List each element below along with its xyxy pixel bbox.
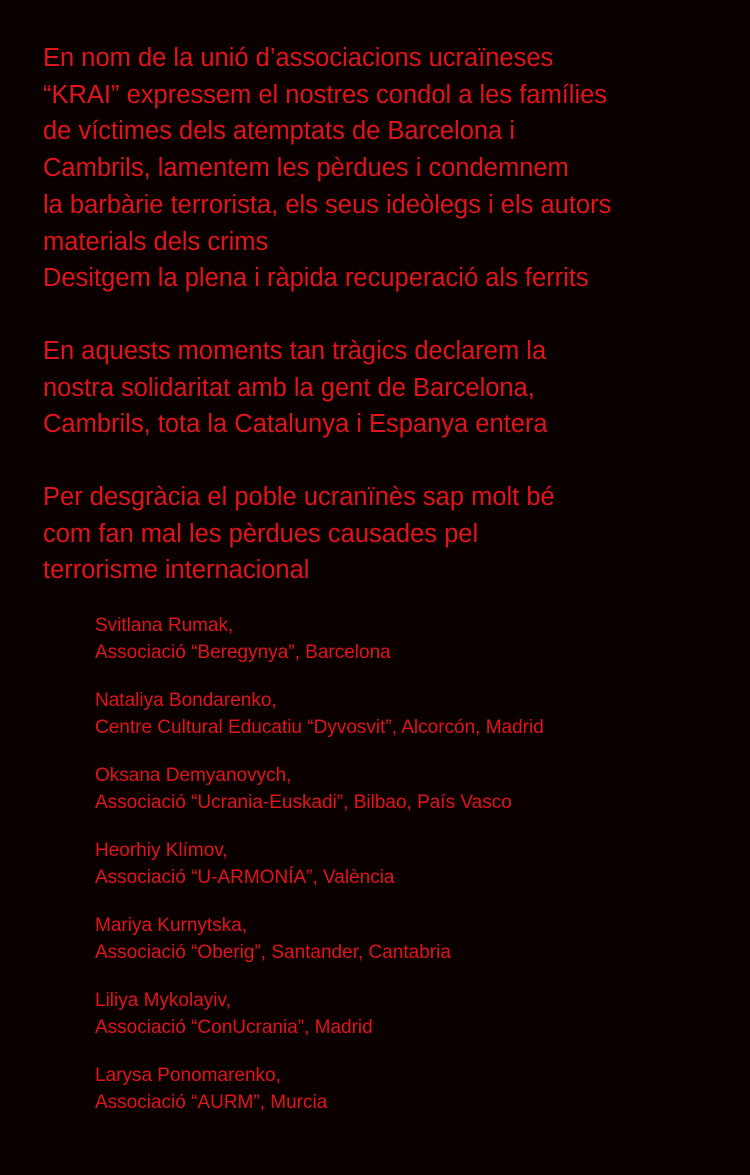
- signatures-list: [43, 613, 730, 1116]
- signatory-organization: Associació “AURM”, Murcia: [95, 1091, 328, 1113]
- statement-paragraph-2: [43, 333, 730, 443]
- signatory-organization: Associació “Ucrania-Euskadi”, Bilbao, País Vasco: [95, 791, 512, 813]
- statement-line: “KRAI” expressem el nostres condol a les famílies: [43, 80, 608, 109]
- statement-line: En aquests moments tan tràgics declarem la: [43, 336, 547, 365]
- signatory-name: Mariya Kurnytska,: [95, 915, 248, 937]
- signatory-name: Larysa Ponomarenko,: [95, 1065, 281, 1087]
- statement-line: de víctimes dels atemptats de Barcelona i: [43, 117, 515, 146]
- signatory-organization: Associació “ConUcrania”, Madrid: [95, 1016, 373, 1038]
- signatory-name: Nataliya Bondarenko,: [95, 690, 277, 712]
- signature-block: [95, 763, 730, 816]
- statement-line: Cambrils, lamentem les pèrdues i condemnem: [43, 154, 569, 183]
- statement-paragraph-1: [43, 40, 730, 297]
- signatory-name: Oksana Demyanovych,: [95, 765, 292, 787]
- signature-block: [95, 613, 730, 666]
- statement-line: terrorisme internacional: [43, 556, 310, 585]
- signatory-name: Svitlana Rumak,: [95, 615, 234, 637]
- signatory-organization: Associació “Oberig”, Santander, Cantabria: [95, 941, 451, 963]
- statement-line: Desitgem la plena i ràpida recuperació als ferrits: [43, 264, 589, 293]
- statement-line: la barbàrie terrorista, els seus ideòlegs i els autors: [43, 190, 612, 219]
- statement-paragraph-3: [43, 479, 730, 589]
- statement-line: Cambrils, tota la Catalunya i Espanya entera: [43, 410, 548, 439]
- statement-line: En nom de la unió d’associacions ucraïneses: [43, 44, 554, 72]
- signatory-organization: Associació “U-ARMONÍA”, València: [95, 866, 395, 888]
- signature-block: [95, 1063, 730, 1116]
- signature-block: [95, 988, 730, 1041]
- statement-line: nostra solidaritat amb la gent de Barcelona,: [43, 373, 535, 402]
- statement-line: Per desgràcia el poble ucranïnès sap molt bé: [43, 483, 555, 512]
- statement-line: materials dels crims: [43, 227, 269, 256]
- signatory-name: Heorhiy Klímov,: [95, 840, 228, 862]
- signatory-organization: Centre Cultural Educatiu “Dyvosvit”, Alcorcón, Madrid: [95, 716, 544, 738]
- signatory-name: Liliya Mykolayiv,: [95, 990, 231, 1012]
- signatory-organization: Associació “Beregynya”, Barcelona: [95, 641, 391, 663]
- statement-line: com fan mal les pèrdues causades pel: [43, 519, 479, 548]
- signature-block: [95, 838, 730, 891]
- signature-block: [95, 913, 730, 966]
- signature-block: [95, 688, 730, 741]
- condolence-statement: [43, 40, 730, 589]
